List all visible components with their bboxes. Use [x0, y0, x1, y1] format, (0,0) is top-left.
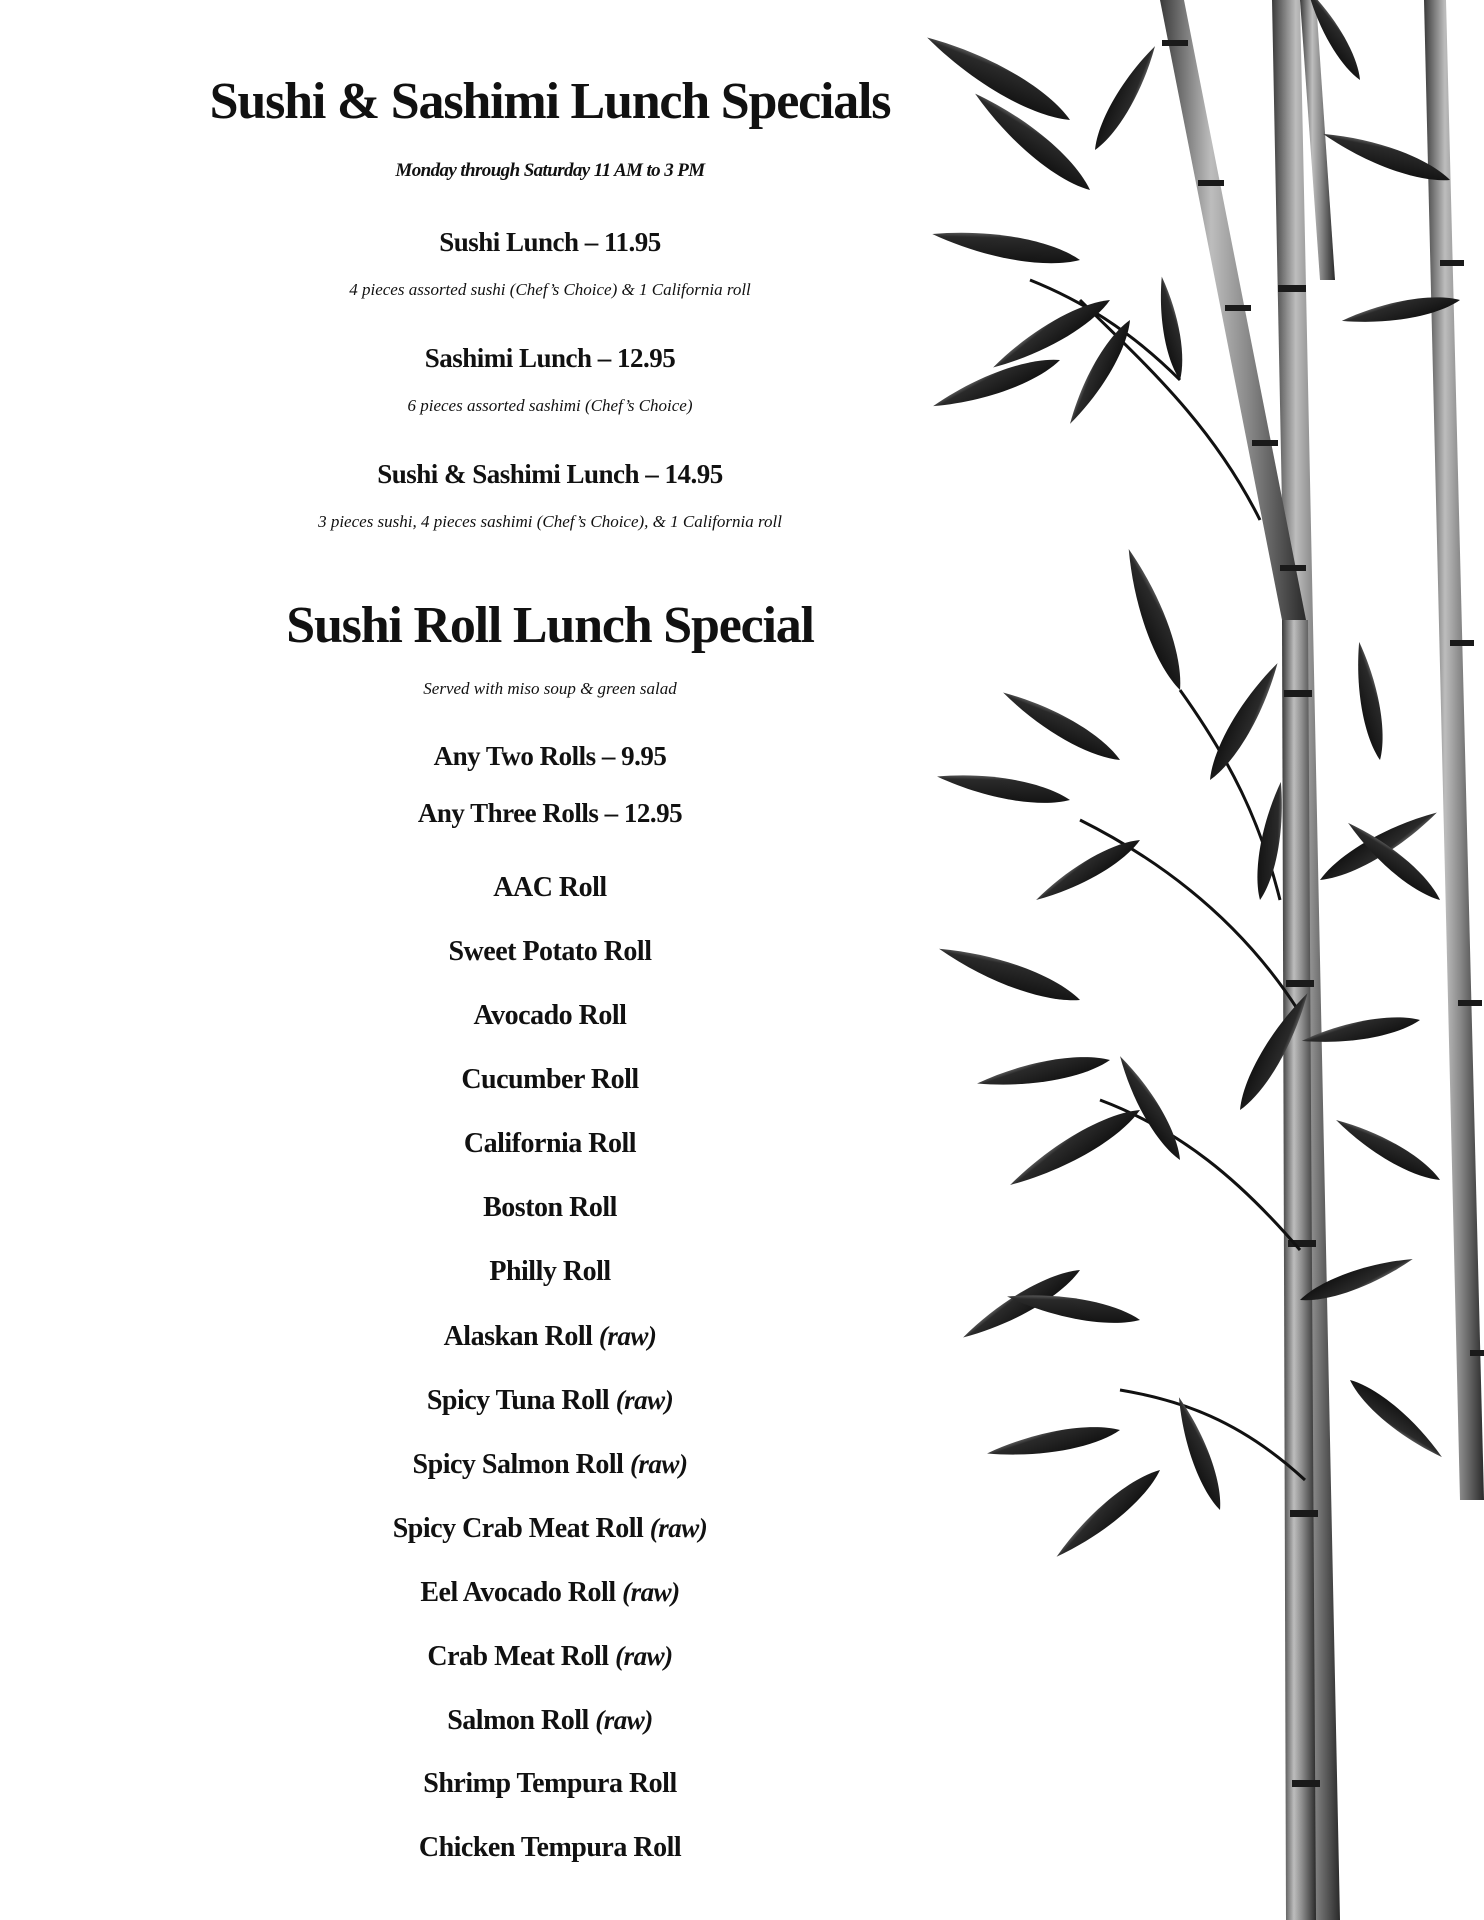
roll-name: Sweet Potato Roll [448, 936, 652, 967]
roll-list-item [150, 1184, 950, 1248]
roll-name: Spicy Salmon Roll [412, 1449, 624, 1480]
roll-list-item [150, 1056, 950, 1120]
lunch-specials-title: Sushi & Sashimi Lunch Specials [209, 73, 891, 130]
roll-list-item [150, 928, 950, 992]
roll-list-item [150, 1376, 950, 1440]
service-hours: Monday through Saturday 11 AM to 3 PM [395, 160, 705, 181]
roll-name: Philly Roll [489, 1256, 611, 1287]
price-two-rolls: Any Two Rolls – 9.95 [433, 741, 667, 771]
raw-tag: (raw) [615, 1641, 673, 1671]
raw-tag: (raw) [595, 1705, 653, 1735]
roll-name: Spicy Tuna Roll [426, 1385, 610, 1416]
roll-list-item [150, 1248, 950, 1312]
roll-list-item [150, 1696, 950, 1760]
roll-name: Crab Meat Roll [427, 1641, 609, 1672]
menu-content [150, 0, 950, 1920]
roll-name: Salmon Roll [447, 1705, 589, 1736]
menu-item-sushi-lunch-description: 4 pieces assorted sushi (Chef’s Choice) & 1 California roll [349, 280, 751, 299]
roll-name: Alaskan Roll [443, 1321, 593, 1352]
roll-name: Eel Avocado Roll [420, 1577, 616, 1608]
menu-item-sushi-sashimi-lunch-description: 3 pieces sushi, 4 pieces sashimi (Chef’s Choice), & 1 California roll [318, 512, 782, 531]
roll-special-note: Served with miso soup & green salad [423, 679, 677, 698]
raw-tag: (raw) [649, 1513, 708, 1543]
roll-list-item [150, 1632, 950, 1696]
roll-name: Chicken Tempura Roll [418, 1832, 682, 1863]
roll-list-item [150, 1568, 950, 1632]
roll-list-item [150, 1760, 950, 1824]
roll-name: Shrimp Tempura Roll [423, 1768, 677, 1799]
roll-list-item [150, 1440, 950, 1504]
menu-item-sushi-lunch: Sushi Lunch – 11.95 [439, 227, 661, 257]
roll-list-item [150, 992, 950, 1056]
raw-tag: (raw) [629, 1449, 688, 1479]
roll-special-title: Sushi Roll Lunch Special [286, 597, 814, 654]
roll-list-item [150, 1120, 950, 1184]
roll-list-item [150, 1504, 950, 1568]
raw-tag: (raw) [622, 1577, 680, 1607]
roll-list [150, 864, 950, 1888]
menu-item-sushi-sashimi-lunch: Sushi & Sashimi Lunch – 14.95 [377, 459, 723, 489]
price-three-rolls: Any Three Rolls – 12.95 [417, 798, 683, 828]
menu-item-sashimi-lunch: Sashimi Lunch – 12.95 [424, 343, 676, 373]
raw-tag: (raw) [615, 1385, 674, 1415]
roll-name: California Roll [463, 1128, 637, 1159]
roll-name: Boston Roll [483, 1192, 617, 1223]
raw-tag: (raw) [598, 1321, 657, 1351]
roll-name: AAC Roll [493, 872, 607, 903]
roll-list-item [150, 1312, 950, 1376]
roll-list-item [150, 864, 950, 928]
roll-name: Cucumber Roll [461, 1064, 639, 1095]
bamboo-illustration-icon [880, 0, 1484, 1920]
menu-item-sashimi-lunch-description: 6 pieces assorted sashimi (Chef’s Choice) [407, 396, 693, 415]
roll-name: Spicy Crab Meat Roll [392, 1513, 644, 1544]
roll-list-item [150, 1824, 950, 1888]
roll-name: Avocado Roll [473, 1000, 627, 1031]
